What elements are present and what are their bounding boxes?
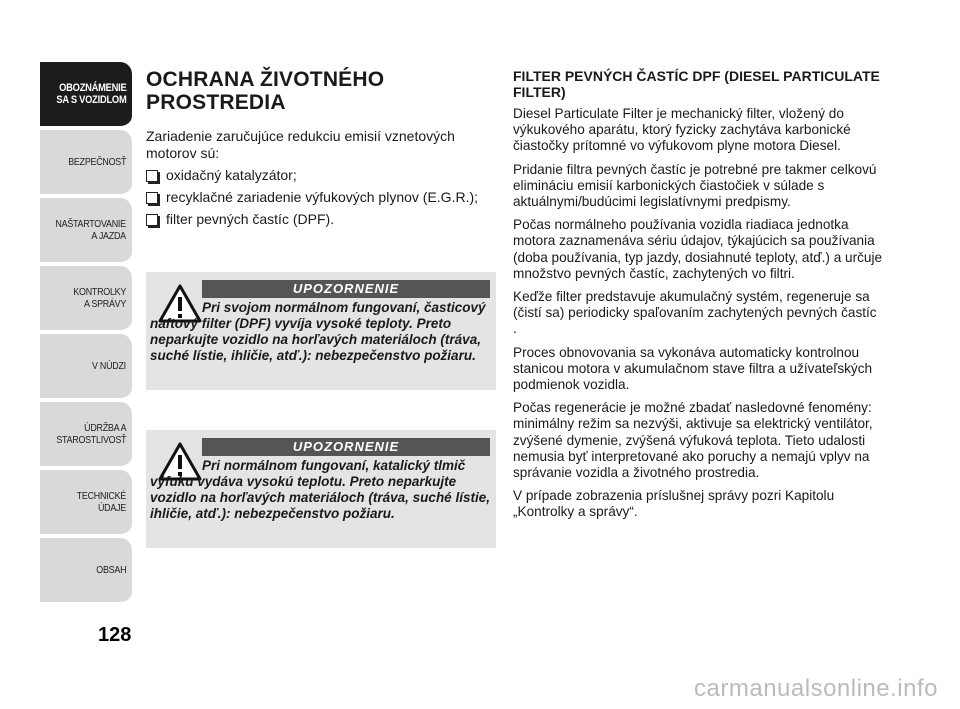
paragraph: Počas regenerácie je možné zbadať nasledovné fenomény: minimálny režim sa nezvýši, aktivuje sa elektrický ventilátor, zvýšené dymenie, zvýšená výfuková teplota. Tieto udalosti nemusia byť interpretované ako poruchy a nemajú vplyv na správanie vozidla a životného prostredia. — [513, 400, 873, 481]
paragraph: Počas normálneho používania vozidla riadiaca jednotka motora zaznamenáva sériu údajov, týkajúcich sa používania (doba používania, typ jazdy, dosiahnuté teploty, atď.) a určuje množstvo pevných častíc, zachytených vo filtri. — [513, 217, 883, 281]
intro-text: Zariadenie zaručujúce redukciu emisií vznetových motorov sú: — [146, 128, 455, 161]
section-title: OCHRANA ŽIVOTNÉHO PROSTREDIA — [146, 68, 385, 114]
checkbox-bullet-icon — [146, 192, 158, 204]
warning-heading: UPOZORNENIE — [202, 438, 490, 456]
tab-kontrolky[interactable] — [40, 266, 132, 332]
tab-label: V NÚDZI — [92, 360, 126, 372]
list-item — [146, 211, 496, 228]
list-item-text: filter pevných častíc (DPF). — [166, 211, 335, 227]
checkbox-bullet-icon — [146, 214, 158, 226]
tab-label: OBSAH — [96, 564, 126, 576]
tab-oboznamenie[interactable] — [40, 62, 132, 128]
tab-label: TECHNICKÉ ÚDAJE — [76, 490, 126, 514]
section-heading: FILTER PEVNÝCH ČASTÍC DPF (DIESEL PARTICULATE FILTER) — [513, 68, 880, 100]
tab-bezpecnost[interactable] — [40, 130, 132, 196]
tab-label: OBOZNÁMENIE SA S VOZIDLOM — [55, 82, 126, 106]
tab-label: ÚDRŽBA A STAROSTLIVOSŤ — [56, 422, 126, 446]
left-column — [146, 68, 496, 233]
tab-udrzba[interactable] — [40, 402, 132, 468]
checkbox-bullet-icon — [146, 170, 158, 182]
tab-nastartovanie[interactable] — [40, 198, 132, 264]
paragraph: Diesel Particulate Filter je mechanický filter, vložený do výkukového aparátu, ktorý fyzicky zachytáva karbonické čiastočky prítomné vo výfukovom plyne motora Diesel. — [513, 106, 851, 154]
tab-label: BEZPEČNOSŤ — [68, 156, 126, 168]
warning-text: Pri normálnom fungovaní, katalický tlmič výfuku vydáva vysokú teplotu. Preto neparkujte vozidlo na horľavých materiáloch (tráva, suché lístie, ihličie, atď.): nebezpečenstvo požiaru. — [150, 458, 490, 521]
tab-label: NAŠTARTOVANIE A JAZDA — [55, 218, 126, 242]
list-item — [146, 167, 496, 184]
paragraph: V prípade zobrazenia príslušnej správy pozri Kapitolu „Kontrolky a správy“. — [513, 488, 835, 520]
tab-label: KONTROLKY A SPRÁVY — [73, 286, 126, 310]
tab-technicke-udaje[interactable] — [40, 470, 132, 536]
paragraph: Proces obnovovania sa vykonáva automaticky kontrolnou stanicou motora v akumulačnom stave filtra a užívateľských podmienok vozidla. — [513, 344, 873, 393]
warning-heading: UPOZORNENIE — [202, 280, 490, 298]
tab-obsah[interactable] — [40, 538, 132, 604]
list-item-text: recyklačné zariadenie výfukových plynov (E.G.R.); — [166, 189, 479, 205]
page-number: 128 — [98, 624, 132, 646]
watermark: carmanualsonline.info — [694, 675, 938, 702]
paragraph: Keďže filter predstavuje akumulačný systém, regeneruje sa (čistí sa) periodicky spaľovaním zachytených pevných častíc . — [513, 289, 877, 337]
tab-v-nudzi[interactable] — [40, 334, 132, 400]
right-column — [513, 68, 883, 528]
warning-text: Pri svojom normálnom fungovaní, časticový naftový filter (DPF) vyvíja vysoké teploty. Preto neparkujte vozidlo na horľavých materiáloch (tráva, suché lístie, ihličie, atď.): nebezpečenstvo požiaru. — [150, 300, 486, 363]
list-item-text: oxidačný katalyzátor; — [166, 167, 297, 183]
paragraph: Pridanie filtra pevných častíc je potrebné pre takmer celkovú elimináciu emisií karbonických čiastočiek v súlade s aktuálnymi/budúcimi legislatívnymi predpismy. — [513, 161, 877, 210]
warning-box — [146, 272, 496, 390]
list-item — [146, 189, 496, 206]
warning-box — [146, 430, 496, 548]
